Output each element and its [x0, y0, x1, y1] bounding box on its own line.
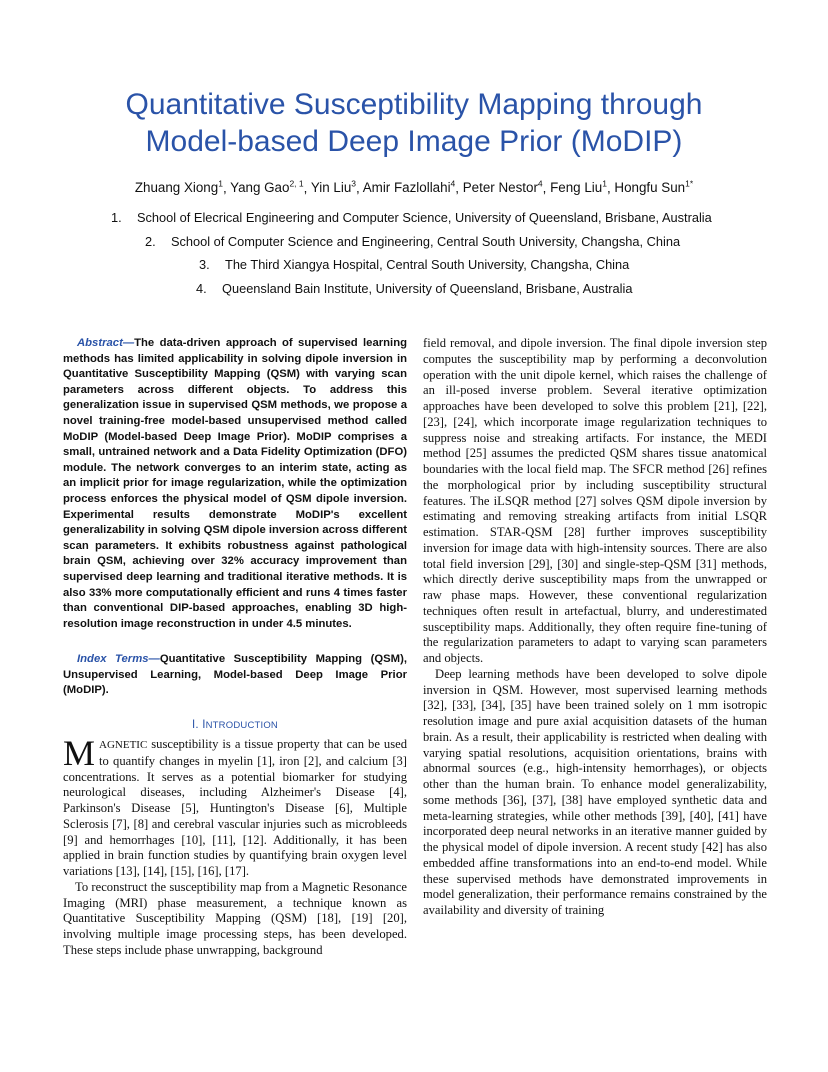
- section-heading-introduction: I. INTRODUCTION: [192, 719, 278, 732]
- title-line-1: Quantitative Susceptibility Mapping through: [125, 88, 703, 121]
- author: Feng Liu$^1$: [550, 179, 607, 196]
- right-paragraph-2: Deep learning methods have been developed to solve dipole inversion in QSM. However, most supervised learning methods [32], [33], [34], [35] have been trained solely on 1 mm isotropic resolution image and pure axial acquisition datasets of the human brain. As a result, their applicability is restricted when dealing with varying spatial resolutions, acquisition orientations, brains with abnormal sources (e.g., high-intensity hemorrhages), or objects other than the human brain. To enhance model generalizability, some methods [36], [37], [38] have employed synthetic data and meta-learning strategies, while other methods [39], [40], [41] have incorporated deep neural networks in an iterative manner guided by the physical model of dipole inversion. A recent study [42] has also embedded affine transformations into an end-to-end model. While these supervised methods have demonstrated improvements in model generalization, their performance remains constrained by the availability and diversity of training: [423, 666, 767, 917]
- author: Peter Nestor$^4$: [462, 179, 543, 196]
- author: Amir Fazlollahi$^4$: [362, 179, 456, 196]
- affiliation-4: 4. Queensland Bain Institute, University of Queensland, Brisbane, Australia: [196, 281, 633, 296]
- author: Hongfu Sun$^{1*}$: [614, 179, 694, 196]
- intro-paragraph-1: MAGNETIC susceptibility is a tissue property that can be used to quantify changes in myelin [1], iron [2], and calcium [3] concentrations. It serves as a potential biomarker for studying neurological diseases, including Alzheimer's Disease [4], Parkinson's Disease [5], Huntington's Disease [6], Multiple Sclerosis [7], [8] and cerebral vascular injuries such as microbleeds [9] and hemorrhages [10], [11], [12]. Additionally, it has been applied in brain function studies by quantifying brain oxygen level variations [13], [14], [15], [16], [17].: [63, 733, 407, 879]
- right-column: [423, 336, 767, 919]
- abstract-text: The data-driven approach of supervised learning methods has limited applicability in solving dipole inversion in Quantitative Susceptibility Mapping (QSM) with varying scan parameters across different objects. To address this generalization issue in supervised QSM methods, we propose a novel training-free model-based unsupervised method called MoDIP (Model-based Deep Image Prior). MoDIP comprises a small, untrained network and a Data Fidelity Optimization (DFO) module. The network converges to an interim state, acting as an implicit prior for image regularization, while the optimization process enforces the physical model of QSM dipole inversion. Experimental results demonstrate MoDIP's excellent generalizability in solving QSM dipole inversion across different scan parameters. It exhibits robustness against pathological brain QSM, achieving over 32% accuracy improvement than supervised deep learning and traditional iterative methods. It is also 33% more computationally efficient and runs 4 times faster than conventional DIP-based approaches, enabling 3D high-resolution image reconstruction in under 4.5 minutes.: [63, 337, 408, 630]
- affiliation-3: 3. The Third Xiangya Hospital, Central South University, Changsha, China: [199, 257, 630, 272]
- paper-title: [40, 86, 788, 160]
- index-terms: [63, 652, 407, 699]
- title-line-2: Model-based Deep Image Prior (MoDIP): [145, 125, 683, 158]
- drop-cap: M: [63, 733, 96, 774]
- index-terms-text: Quantitative Susceptibility Mapping (QSM), Unsupervised Learning, Model-based Deep Image Prior (MoDIP).: [63, 653, 407, 697]
- author-list: Zhuang Xiong$^1$, Yang Gao$^{2, 1}$, Yin Liu$^3$, Amir Fazlollahi$^4$, Peter Nestor$^4$, Feng Liu$^1$, Hongfu Sun$^{1*}$: [134, 179, 694, 196]
- author: Yin Liu$^3$: [310, 179, 357, 196]
- affiliation-1: 1. School of Elecrical Engineering and Computer Science, University of Queensland, Brisbane, Australia: [111, 210, 712, 225]
- index-terms-label: Index Terms—: [77, 653, 160, 666]
- author: Zhuang Xiong$^1$: [134, 179, 223, 196]
- intro-paragraph-2: To reconstruct the susceptibility map from a Magnetic Resonance Imaging (MRI) phase measurement, a technique known as Quantitative Susceptibility Mapping (QSM) [18], [19] [20], involving multiple image processing steps, has been developed. These steps include phase unwrapping, background: [63, 879, 407, 957]
- right-paragraph-1: field removal, and dipole inversion. The final dipole inversion step computes the susceptibility map by performing a deconvolution operation with the unit dipole kernel, which raises the challenge of an ill-posed inverse problem. Several iterative optimization approaches have been developed to solve this problem [21], [22], [23], [24], which incorporate image regularization techniques to suppress noise and streaking artifacts. For instance, the MEDI method [25] assumes the predicted QSM shares tissue anatomical boundaries with the local field map. The SFCR method [26] refines the morphological prior by including susceptibility structural features. The iLSQR method [27] solves QSM dipole inversion by estimating and removing streaking artifacts from initial LSQR estimation. STAR-QSM [28] further improves susceptibility inversion for image data with high-intensity sources. There are also total field inversion [29], [30] and single-step-QSM [31] methods, which directly derive susceptibility maps from the unwrapped or raw phase maps. However, these conventional regularization techniques often result in artefactual, blurry, and underestimated susceptibility maps. Additionally, they often require fine-tuning of the regularization parameters to adapt to varying scan parameters and objects.: [423, 336, 767, 665]
- affiliation-2: 2. School of Computer Science and Engineering, Central South University, Changsha, China: [145, 234, 681, 249]
- left-column: [63, 336, 407, 959]
- author: Yang Gao$^{2, 1}$: [230, 179, 304, 196]
- abstract-label: Abstract—: [77, 337, 135, 349]
- abstract: [63, 336, 407, 632]
